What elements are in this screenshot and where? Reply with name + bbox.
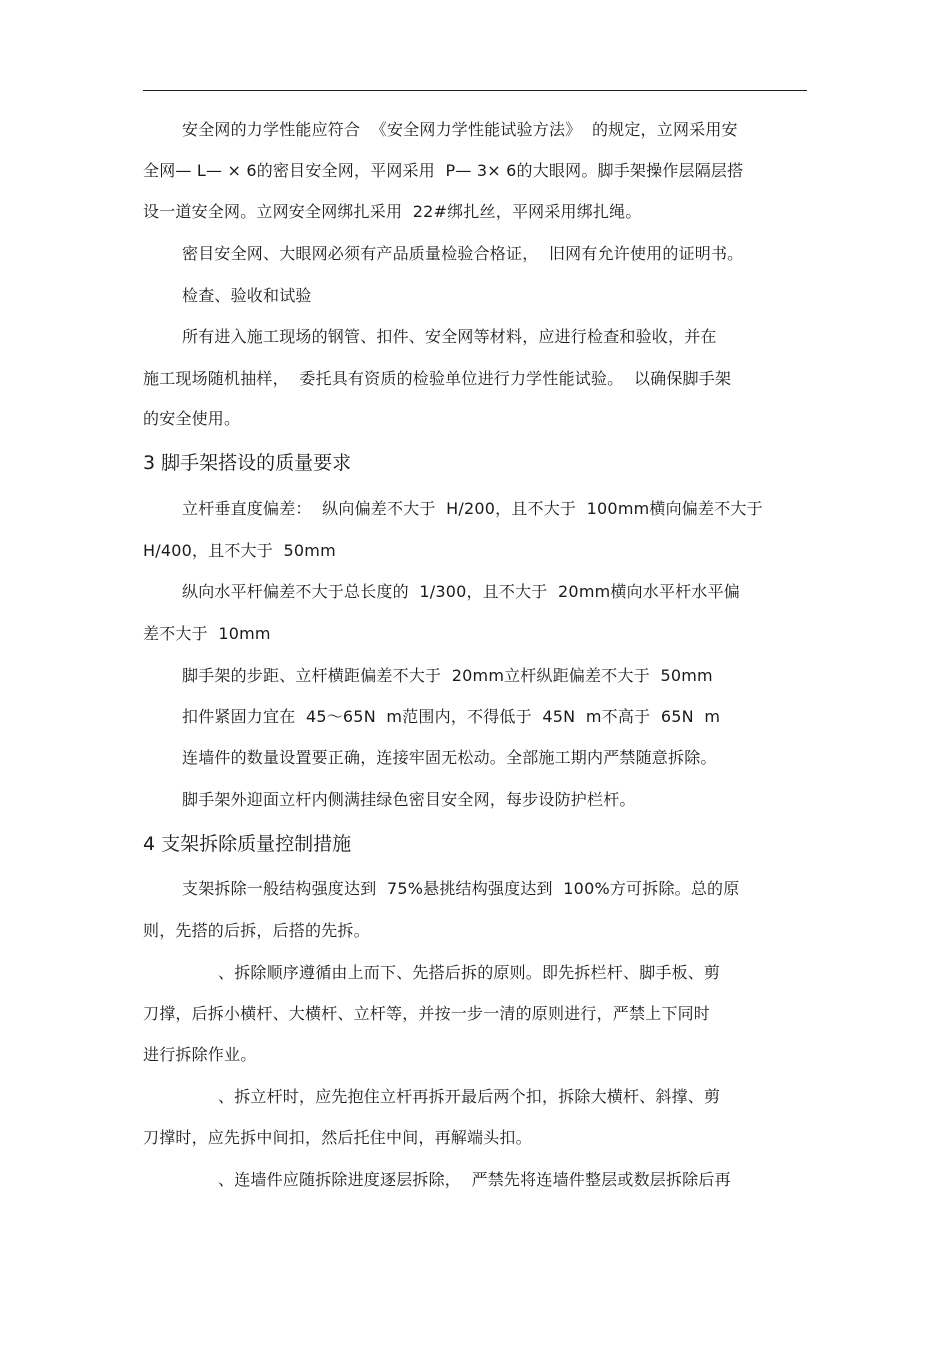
body-text-line: 进行拆除作业。: [143, 1045, 257, 1064]
header-rule: [143, 90, 807, 91]
body-text-line: 所有进入施工现场的钢管、扣件、安全网等材料，应进行检查和验收，并在: [182, 327, 717, 346]
body-text-line: 刀撑时，应先拆中间扣，然后托住中间，再解端头扣。: [143, 1128, 532, 1147]
body-text-line: 纵向水平杆偏差不大于总长度的 1/300，且不大于 20mm横向水平杆水平偏: [182, 582, 740, 601]
body-text-line: 刀撑，后拆小横杆、大横杆、立杆等，并按一步一清的原则进行，严禁上下同时: [143, 1004, 711, 1023]
body-text-line: 立杆垂直度偏差： 纵向偏差不大于 H/200，且不大于 100mm横向偏差不大于: [182, 499, 763, 518]
section-heading: 4 支架拆除质量控制措施: [143, 833, 352, 855]
body-text-line: 支架拆除一般结构强度达到 75%悬挑结构强度达到 100%方可拆除。总的原: [182, 879, 740, 898]
body-text-line: H/400，且不大于 50mm: [143, 541, 336, 560]
body-text-line: 密目安全网、大眼网必须有产品质量检验合格证， 旧网有允许使用的证明书。: [182, 244, 744, 263]
body-text-line: 的安全使用。: [143, 409, 241, 428]
section-heading: 3 脚手架搭设的质量要求: [143, 452, 352, 474]
body-text-line: 则，先搭的后拆，后搭的先拆。: [143, 921, 370, 940]
subheading-text: 检查、验收和试验: [182, 286, 312, 305]
body-text-line: 施工现场随机抽样， 委托具有资质的检验单位进行力学性能试验。 以确保脚手架: [143, 369, 732, 388]
body-text-line: 连墙件的数量设置要正确，连接牢固无松动。全部施工期内严禁随意拆除。: [182, 748, 717, 767]
body-text-line: 、连墙件应随拆除进度逐层拆除， 严禁先将连墙件整层或数层拆除后再: [218, 1170, 731, 1189]
body-text-line: 安全网的力学性能应符合 《安全网力学性能试验方法》 的规定，立网采用安: [182, 120, 738, 139]
body-text-line: 差不大于 10mm: [143, 624, 271, 643]
body-text-line: 扣件紧固力宜在 45～65N m范围内，不得低于 45N m不高于 65N m: [182, 707, 721, 726]
body-text-line: 全网— L— × 6的密目安全网，平网采用 P— 3× 6的大眼网。脚手架操作层隔层搭: [143, 161, 744, 180]
body-text-line: 设一道安全网。立网安全网绑扎采用 22#绑扎丝，平网采用绑扎绳。: [143, 202, 642, 221]
body-text-line: 、拆除顺序遵循由上而下、先搭后拆的原则。即先拆栏杆、脚手板、剪: [218, 963, 721, 982]
body-text-line: 、拆立杆时，应先抱住立杆再拆开最后两个扣，拆除大横杆、斜撑、剪: [218, 1087, 721, 1106]
body-text-line: 脚手架外迎面立杆内侧满挂绿色密目安全网，每步设防护栏杆。: [182, 790, 636, 809]
body-text-line: 脚手架的步距、立杆横距偏差不大于 20mm立杆纵距偏差不大于 50mm: [182, 666, 713, 685]
